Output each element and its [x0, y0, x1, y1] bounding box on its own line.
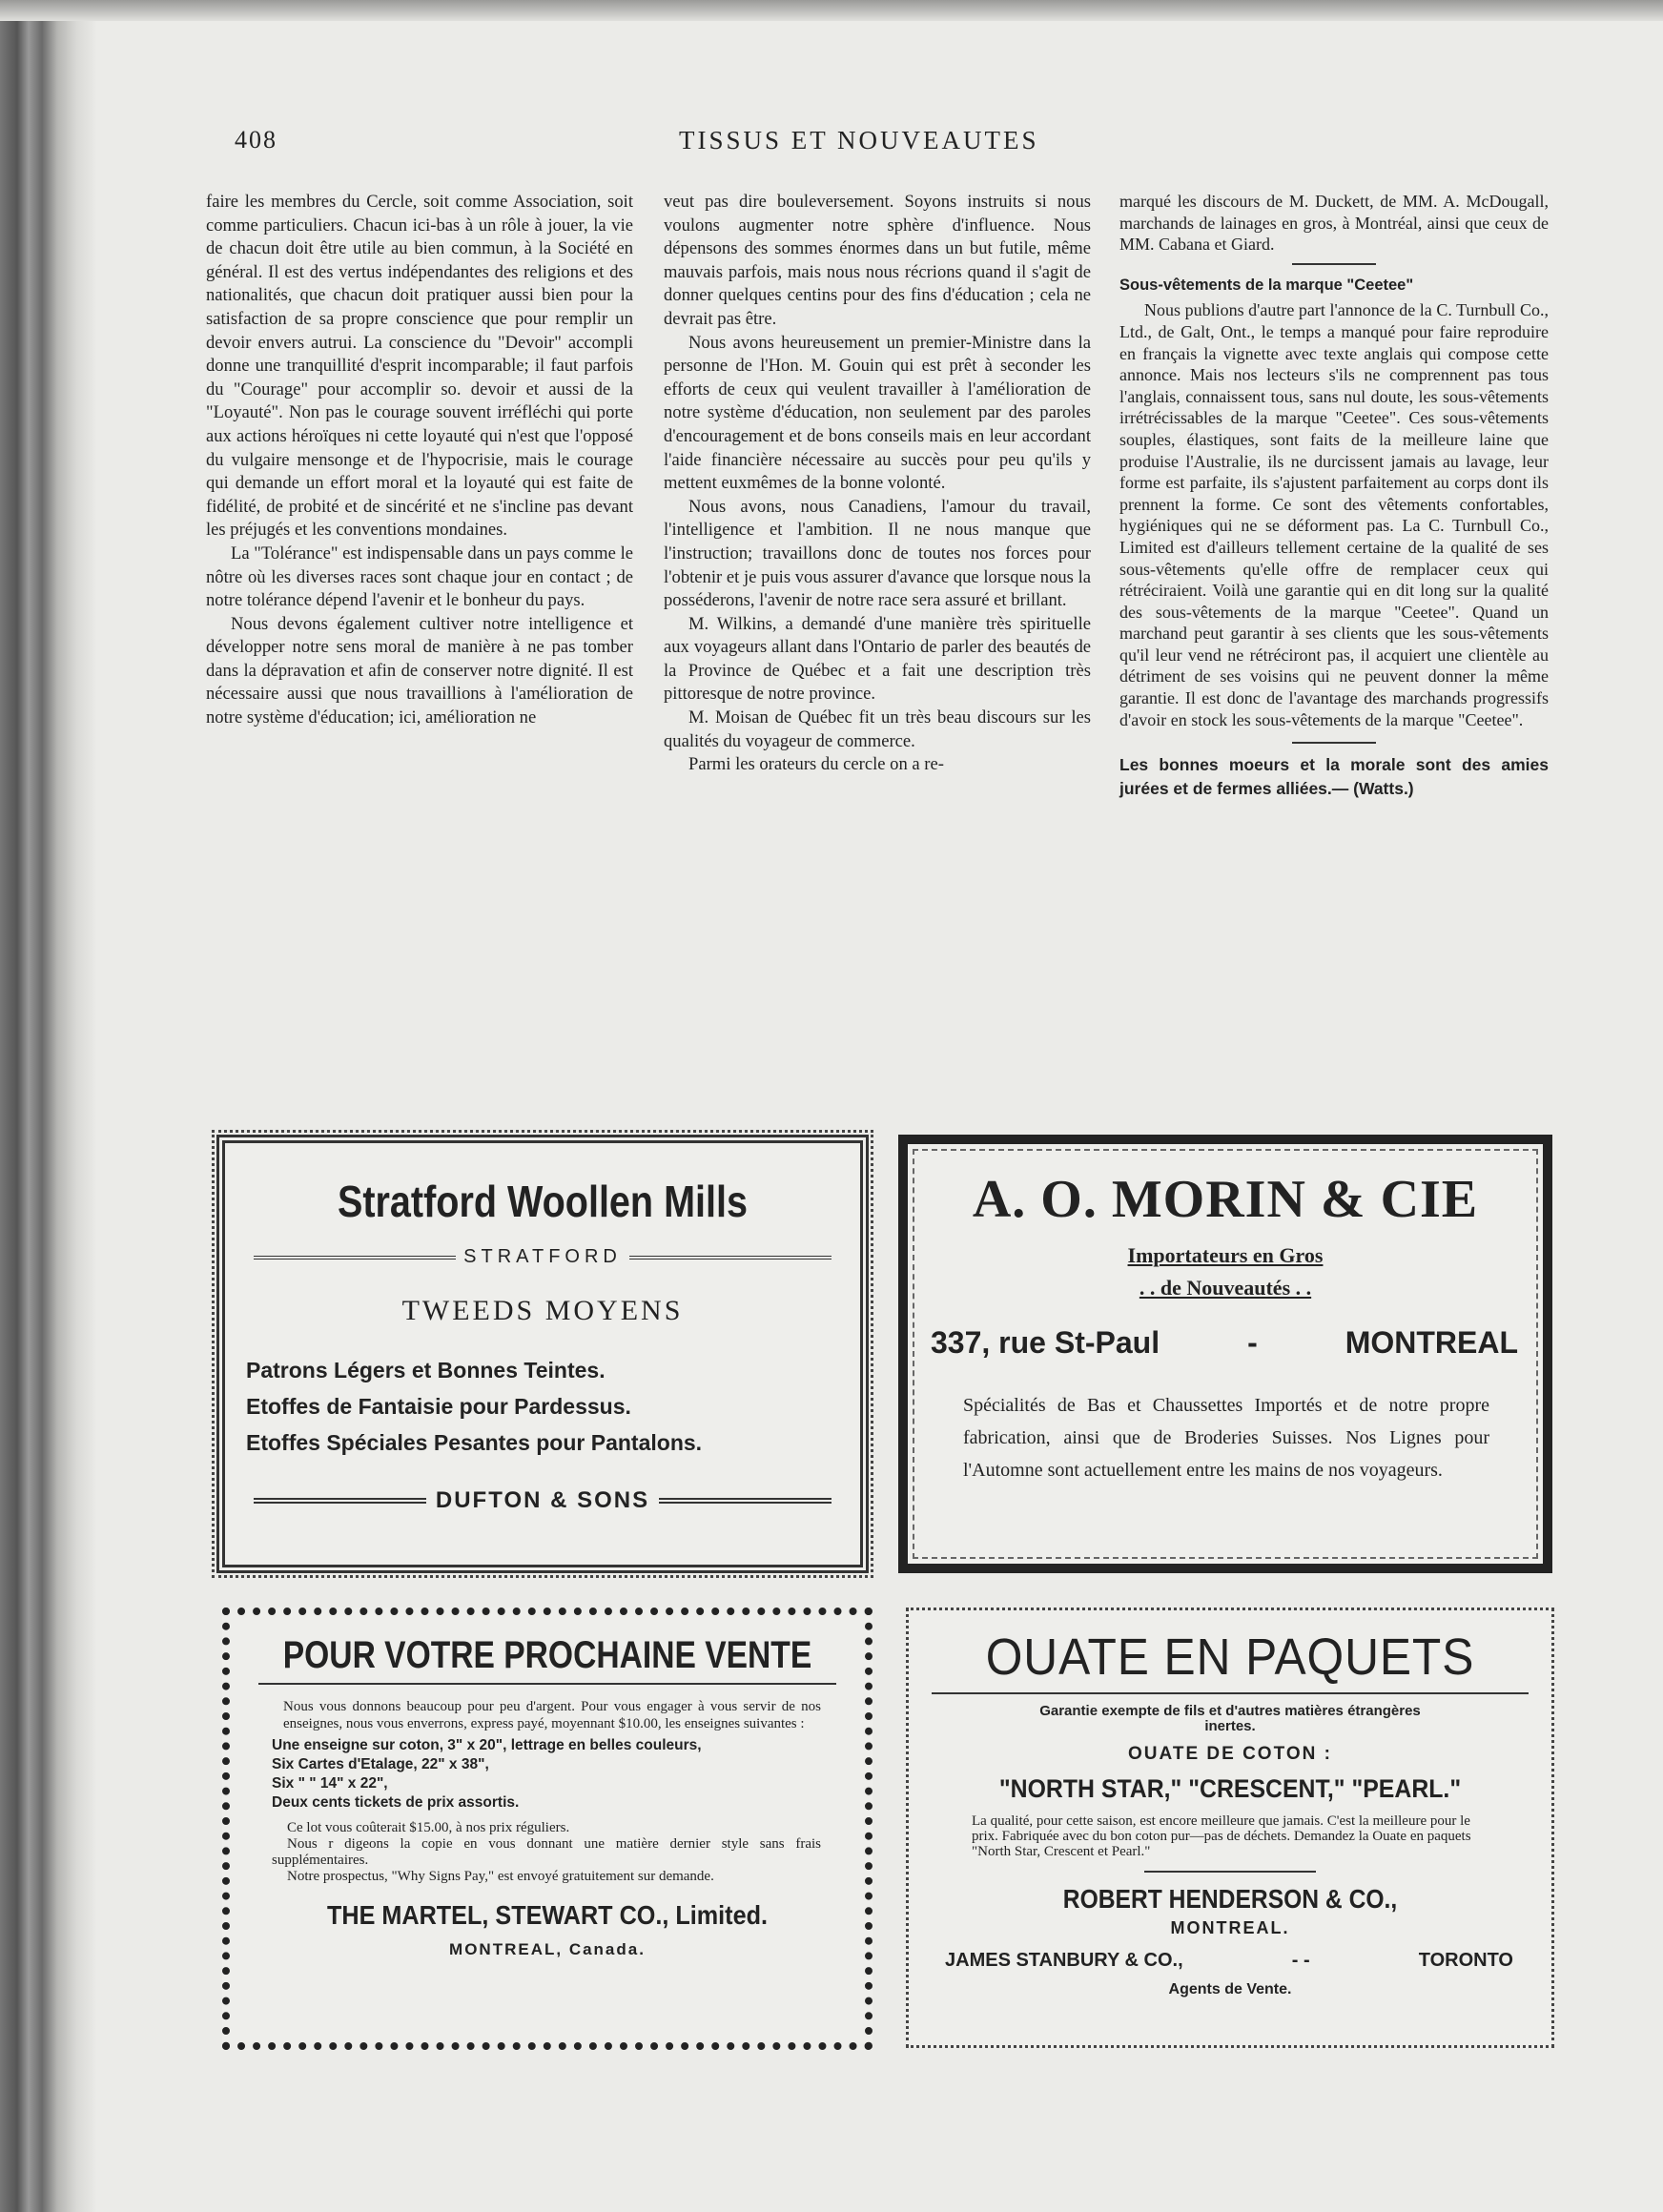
city-rule — [254, 1246, 832, 1268]
ad-ouate-en-paquets — [906, 1608, 1554, 2048]
article-column-2 — [664, 191, 1091, 777]
paragraph: La "Tolérance" est indispensable dans un pays comme le nôtre où les diverses races sont chaque jour en contact ; de notre tolérance dépend l'avenir et le bonheur du pays. — [206, 543, 633, 611]
ad-line-list — [225, 1352, 860, 1461]
paragraph: Parmi les orateurs du cercle on a re- — [688, 754, 944, 775]
ad-subtitle: OUATE DE COTON : — [1128, 1744, 1332, 1764]
article-column-1 — [206, 191, 633, 730]
section-rule — [1144, 1871, 1316, 1873]
ad-agent-city: TORONTO — [1418, 1950, 1513, 1971]
scan-top-edge — [0, 0, 1663, 21]
ad-brands: "NORTH STAR," "CRESCENT," "PEARL." — [998, 1774, 1462, 1803]
ad-company: ROBERT HENDERSON & CO., — [1062, 1884, 1398, 1914]
ad-city: MONTREAL — [1345, 1325, 1518, 1360]
ad-intro: Nous vous donnons beaucoup pour peu d'argent. Pour vous engager à vous servir de nos enseignes, nous vous enverrons, express payé, moyennant $10.00, les enseignes suivantes : — [283, 1699, 821, 1731]
ad-title: Stratford Woollen Mills — [337, 1177, 749, 1226]
section-rule — [1292, 263, 1376, 265]
ad-line: . . de Nouveautés . . — [1139, 1276, 1312, 1300]
section-rule — [1292, 742, 1376, 744]
ad-title: OUATE EN PAQUETS — [985, 1628, 1475, 1686]
ad-title: A. O. MORIN & CIE — [972, 1170, 1479, 1229]
ad-line: Importateurs en Gros — [1127, 1243, 1324, 1267]
ad-notes — [272, 1820, 821, 1885]
ad-tagline: TWEEDS MOYENS — [401, 1295, 684, 1326]
page-header — [0, 126, 1663, 164]
ad-body: La qualité, pour cette saison, est encore meilleure que jamais. C'est la meilleure pour le prix. Fabriquée avec du bon coton pur—pas de déchets. Demandez la Ouate en paquets "North Star, Crescent et Pearl." — [972, 1813, 1471, 1859]
ad-agent-row — [945, 1950, 1513, 1972]
ad-item: Une enseigne sur coton, 3" x 20", lettrage en belles couleurs, — [272, 1737, 702, 1753]
ad-city: STRATFORD — [463, 1246, 622, 1267]
ad-morin — [898, 1135, 1552, 1573]
paragraph: Nous avons heureusement un premier-Ministre dans la personne de l'Hon. M. Gouin qui est prêt à seconder les efforts de ceux qui veulent travailler à l'amélioration de notre système d'éducation, non seulement par des paroles d'encouragement et de bons conseils mais en leur accordant l'aide financière nécessaire au succès pour peu qu'ils y mettent euxmêmes de la bonne volonté. — [664, 332, 1091, 494]
paragraph: veut pas dire bouleversement. Soyons instruits si nous voulons augmenter notre sphère d'influence. Nous dépensons des sommes énormes dans un but futile, même mauvais parfois, mais nous nous récrions quand il s'agit de donner quelques centins pour des fins d'éducation ; cela ne devrait pas être. — [664, 192, 1091, 329]
ad-note: Nous r digeons la copie en vous donnant une matière dernier style sans frais supplémentaires. — [272, 1836, 821, 1868]
ad-company: THE MARTEL, STEWART CO., Limited. — [326, 1900, 768, 1930]
footer-rule — [254, 1487, 832, 1514]
ad-line: Etoffes de Fantaisie pour Pardessus. — [246, 1394, 631, 1419]
paragraph: Nous avons, nous Canadiens, l'amour du travail, l'intelligence et l'ambition. Il ne nous manque que l'instruction; travaillons donc de toutes nos forces pour l'obtenir et je puis vous assurer d'avance que lorsque nous la posséderons, l'avenir de notre race sera assuré et brillant. — [664, 496, 1091, 611]
paragraph: Nous devons également cultiver notre intelligence et développer notre sens moral de manière à ne pas tomber dans la dépravation et afin de conserver notre dignité. Il est nécessaire aussi que nous travaillions à l'amélioration de notre système d'éducation; ici, amélioration ne — [206, 613, 633, 728]
ad-item: Deux cents tickets de prix assortis. — [272, 1794, 520, 1811]
ad-item: Six Cartes d'Etalage, 22" x 38", — [272, 1756, 489, 1772]
ad-body: Spécialités de Bas et Chaussettes Importés et de notre propre fabrication, ainsi que de Broderies Suisses. Nos Lignes pour l'Automne sont actuellement entre les mains de nos voyageurs. — [963, 1395, 1489, 1481]
paragraph: M. Wilkins, a demandé d'une manière très spirituelle aux voyageurs allant dans l'Ontario de parler des beautés de la Province de Québec et a fait une description très pittoresque de notre province. — [664, 613, 1091, 705]
title-rule — [258, 1683, 836, 1685]
ad-line: Etoffes Spéciales Pesantes pour Pantalons. — [246, 1430, 703, 1455]
ad-agent: JAMES STANBURY & CO., — [945, 1950, 1183, 1971]
running-title: TISSUS ET NOUVEAUTES — [679, 126, 1039, 154]
title-rule — [932, 1692, 1529, 1694]
ad-address-row — [931, 1325, 1518, 1361]
ad-dash: - — [1247, 1325, 1258, 1360]
ad-line: Patrons Légers et Bonnes Teintes. — [246, 1358, 606, 1382]
ad-city: MONTREAL, Canada. — [449, 1940, 646, 1958]
ad-address: 337, rue St-Paul — [931, 1325, 1160, 1360]
paragraph: M. Moisan de Québec fit un très beau discours sur les qualités du voyageur de commerce. — [664, 707, 1091, 751]
paragraph: faire les membres du Cercle, soit comme Association, soit comme particuliers. Chacun ici-bas à un rôle à jouer, la vie de chacun doit être utile au bien commun, à la Société en général. Il est des vertus indépendantes des religions et des nationalités, que chacun doit pratiquer aussi bien pour la satisfaction de sa propre conscience que pour remplir un devoir envers autrui. La conscience du "Devoir" accompli donne une tranquillité d'esprit incomparable; il faut parfois du "Courage" pour accomplir so. devoir et aussi de la "Loyauté". Non pas le courage souvent irréfléchi qui porte aux actions héroïques ni cette loyauté qui n'est que l'opposé du vulgaire mensonge et de l'hypocrisie, mais le courage qui demande un effort moral et la loyauté qui est faite de fidélité, de probité et de sincérité et ne s'incline pas devant les préjugés et les conventions mondaines. — [206, 192, 633, 541]
page-number: 408 — [235, 126, 277, 154]
paragraph: marqué les discours de M. Duckett, de MM. A. McDougall, marchands de lainages en gros, à Montréal, ainsi que ceux de MM. Cabana et Giard. — [1119, 192, 1549, 255]
ad-city: MONTREAL. — [1170, 1918, 1290, 1937]
ad-item-list — [272, 1736, 827, 1813]
article-column-3 — [1119, 191, 1549, 801]
ad-agents-label: Agents de Vente. — [1168, 1981, 1292, 1997]
ad-note: Notre prospectus, "Why Signs Pay," est envoyé gratuitement sur demande. — [287, 1869, 714, 1884]
section-heading: Sous-vêtements de la marque "Ceetee" — [1119, 276, 1414, 294]
ad-title: POUR VOTRE PROCHAINE VENTE — [282, 1634, 812, 1676]
paragraph: Nous publions d'autre part l'annonce de la C. Turnbull Co., Ltd., de Galt, Ont., le temps a manqué pour faire reproduire en français la vignette avec texte anglais qui compose cette annonce. Mais nos lecteurs s'ils ne comprennent pas tous l'anglais, connaissent tous, sans nul doute, les sous-vêtements irrétrécissables de la marque "Ceetee". Ces sous-vêtements souples, élastiques, sont faits de la meilleure laine que produise l'Australie, ils ne durcissent jamais au lavage, leur forme est parfaite, ils s'ajustent parfaitement au corps dont ils prennent la forme. Ce sont des vêtements confortables, hygiéniques qui ne se déforment pas. La C. Turnbull Co., Limited est d'ailleurs tellement certaine de la qualité de ses sous-vêtements qu'elle offre de remplacer ceux qui rétréciraient. Voilà une garantie qui en dit long sur la qualité des sous-vêtements de la marque "Ceetee". Quand un marchand peut garantir à ses clients que les sous-vêtements qu'il leur vend ne rétréciront pas, il acquiert une clientèle au détriment de ses voisins qui ne peuvent donner la même garantie. Il est donc de l'avantage des marchands progressifs d'avoir en stock les sous-vêtements de la marque "Ceetee". — [1119, 300, 1549, 729]
ad-martel-stewart — [222, 1608, 873, 2050]
ad-item: Six " " 14" x 22", — [272, 1775, 388, 1792]
ad-guarantee: Garantie exempte de fils et d'autres matières étrangères inertes. — [1039, 1703, 1421, 1734]
ad-note: Ce lot vous coûterait $15.00, à nos prix réguliers. — [287, 1820, 570, 1835]
book-binding-edge — [0, 0, 95, 2212]
ad-company: DUFTON & SONS — [435, 1487, 650, 1513]
ad-stratford-woollen-mills — [216, 1135, 869, 1573]
maxim-quote: Les bonnes moeurs et la morale sont des amies jurées et de fermes alliées.— (Watts.) — [1119, 755, 1549, 799]
ad-dashes: - - — [1291, 1950, 1310, 1971]
